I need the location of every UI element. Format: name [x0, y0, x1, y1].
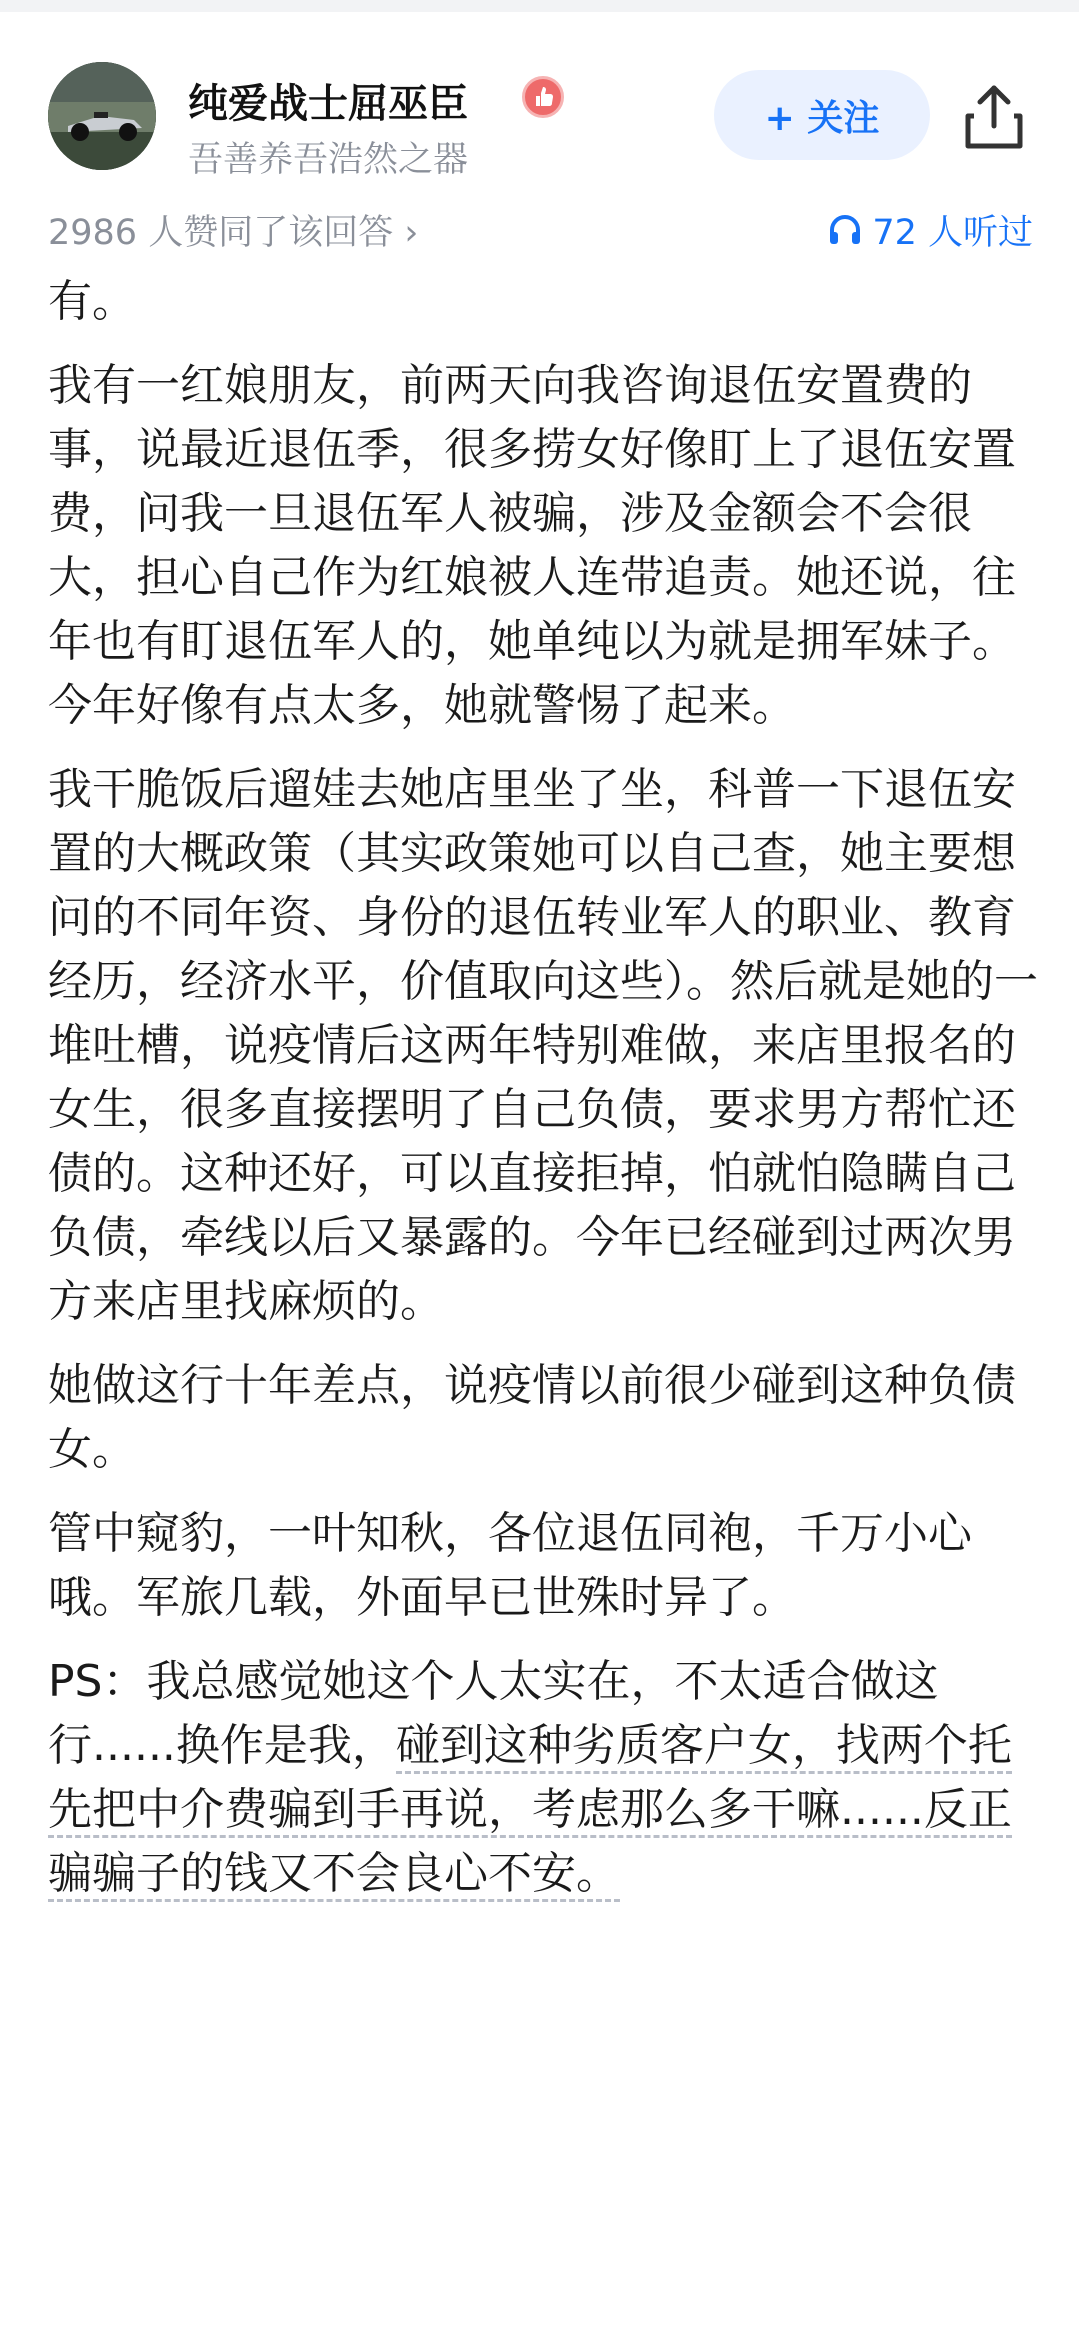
likes-count[interactable]: 2986 人赞同了该回答 ›: [48, 213, 419, 253]
answer-ps-paragraph: [48, 1650, 1038, 1906]
answer-body: [48, 270, 1038, 1926]
answer-meta: [48, 205, 1033, 255]
ps-text: PS：我总感觉她这个人太实在，不太适合做这行......换作是我，: [48, 1656, 939, 1771]
ps-underlined-text[interactable]: 碰到这种劣质客户女，找两个托先把中介费骗到手再说，考虑那么多干嘛......反正骗骗子的钱又不会良心不安。: [48, 1720, 1012, 1902]
answer-paragraph: 我干脆饭后遛娃去她店里坐了坐，科普一下退伍安置的大概政策（其实政策她可以自己查，她主要想问的不同年资、身份的退伍转业军人的职业、教育经历，经济水平，价值取向这些）。然后就是她的一堆吐槽，说疫情后这两年特别难做，来店里报名的女生，很多直接摆明了自己负债，要求男方帮忙还债的。这种还好，可以直接拒掉，怕就怕隐瞒自己负债，牵线以后又暴露的。今年已经碰到过两次男方来店里找麻烦的。: [48, 764, 1038, 1327]
author-signature: 吾善养吾浩然之器: [188, 140, 469, 180]
thumbs-up-badge-icon: [522, 76, 564, 118]
author-name[interactable]: 纯爱战士屈巫臣: [188, 81, 468, 127]
top-strip: [0, 0, 1079, 12]
listens-text: 72 人听过: [872, 213, 1033, 253]
answer-paragraph: 管中窥豹，一叶知秋，各位退伍同袍，千万小心哦。军旅几载，外面早已世殊时异了。: [48, 1508, 972, 1623]
answer-header: [0, 12, 1079, 212]
answer-paragraph: 她做这行十年差点，说疫情以前很少碰到这种负债女。: [48, 1360, 1016, 1475]
answer-paragraph: 有。: [48, 276, 136, 327]
avatar[interactable]: [48, 62, 156, 170]
headphones-icon: [828, 214, 862, 246]
share-icon[interactable]: [960, 82, 1028, 154]
follow-button[interactable]: + 关注: [714, 70, 930, 160]
answer-paragraph: 我有一红娘朋友，前两天向我咨询退伍安置费的事，说最近退伍季，很多捞女好像盯上了退伍安置费，问我一旦退伍军人被骗，涉及金额会不会很大，担心自己作为红娘被人连带追责。她还说，往年也有盯退伍军人的，她单纯以为就是拥军妹子。今年好像有点太多，她就警惕了起来。: [48, 360, 1016, 731]
bottom-fade: [0, 2290, 1079, 2327]
listens-count[interactable]: [828, 205, 1033, 255]
